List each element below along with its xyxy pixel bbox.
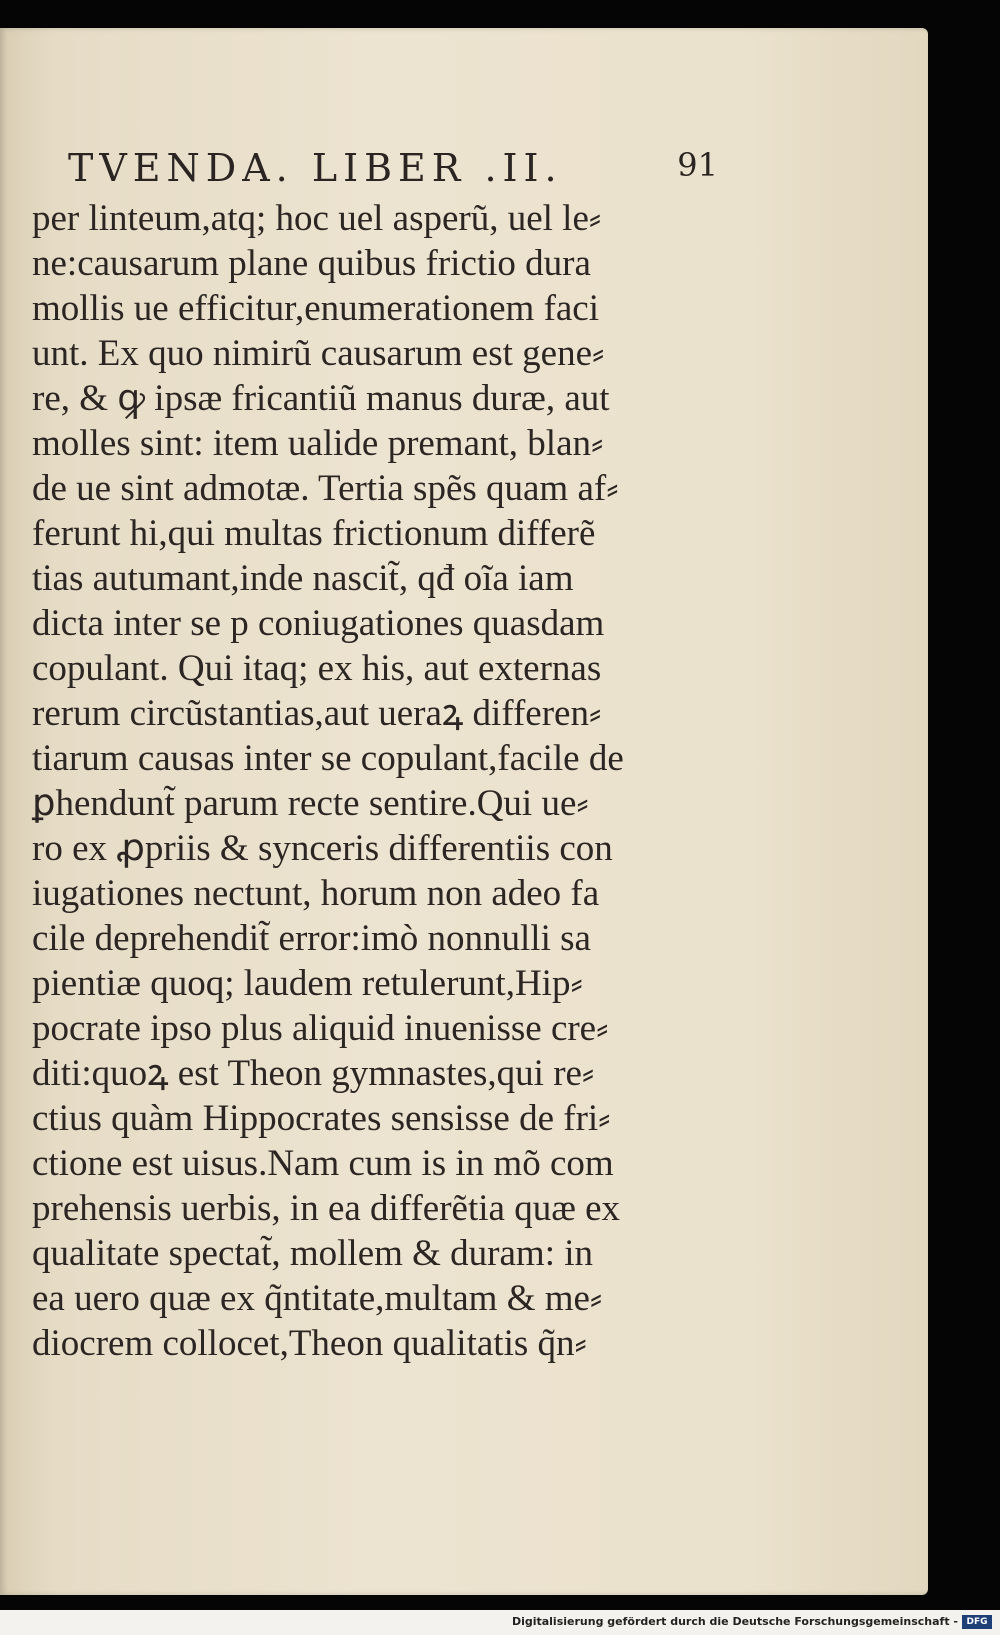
text-line: prehensis uerbis, in ea differẽtia quæ ex bbox=[32, 1188, 621, 1229]
text-line: iugationes nectunt, horum non adeo fa bbox=[32, 873, 600, 914]
dfg-logo: DFG bbox=[962, 1615, 992, 1629]
text-line: per linteum,atq; hoc uel asperũ, uel le⸗ bbox=[32, 198, 602, 239]
text-line: ferunt hi,qui multas frictionum differẽ bbox=[32, 513, 596, 554]
text-line: ro ex ꝓpriis & synceris differentiis con bbox=[32, 828, 613, 869]
text-line: molles sint: item ualide premant, blan⸗ bbox=[32, 423, 604, 464]
text-line: pientiæ quoq; laudem retulerunt,Hip⸗ bbox=[32, 963, 583, 1004]
text-line: tiarum causas inter se copulant,facile de bbox=[32, 738, 624, 779]
page-body-text bbox=[32, 196, 712, 1366]
text-line: dicta inter se p coniugationes quasdam bbox=[32, 603, 605, 644]
funding-credit: Digitalisierung gefördert durch die Deutsche Forschungsgemeinschaft - bbox=[511, 1615, 958, 1628]
text-line: ne:causarum plane quibus frictio dura bbox=[32, 243, 591, 284]
book-page bbox=[0, 28, 928, 1595]
text-line: ꝑhendunt̃ parum recte sentire.Qui ue⸗ bbox=[32, 783, 589, 824]
footer-bar bbox=[0, 1610, 1000, 1635]
text-line: re, & ꝙ ipsæ fricantiũ manus duræ, aut bbox=[32, 378, 610, 419]
text-line: pocrate ipso plus aliquid inuenisse cre⸗ bbox=[32, 1008, 609, 1049]
text-line: mollis ue efficitur,enumerationem faci bbox=[32, 288, 600, 329]
text-line: de ue sint admotæ. Tertia spẽs quam af⸗ bbox=[32, 468, 619, 509]
text-line: rerum circũstantias,aut ueraꝝ differen⸗ bbox=[32, 693, 602, 734]
text-line: unt. Ex quo nimirũ causarum est gene⸗ bbox=[32, 333, 605, 374]
text-line: cile deprehendit̃ error:imò nonnulli sa bbox=[32, 918, 591, 959]
text-line: ctius quàm Hippocrates sensisse de fri⸗ bbox=[32, 1098, 611, 1139]
text-line: tias autumant,inde nascit̃, qđ oĩa iam bbox=[32, 558, 574, 599]
page-number: 91 bbox=[677, 146, 718, 184]
text-line: diocrem collocet,Theon qualitatis q̃n⸗ bbox=[32, 1323, 587, 1364]
page-header bbox=[68, 146, 718, 190]
text-line: copulant. Qui itaq; ex his, aut externas bbox=[32, 648, 602, 689]
running-head: TVENDA. LIBER .II. bbox=[68, 146, 563, 190]
text-line: ea uero quæ ex q̃ntitate,multam & me⸗ bbox=[32, 1278, 603, 1319]
text-line: qualitate spectat̃, mollem & duram: in bbox=[32, 1233, 594, 1274]
text-line: ctione est uisus.Nam cum is in mõ com bbox=[32, 1143, 614, 1184]
text-line: diti:quoꝝ est Theon gymnastes,qui re⸗ bbox=[32, 1053, 595, 1094]
